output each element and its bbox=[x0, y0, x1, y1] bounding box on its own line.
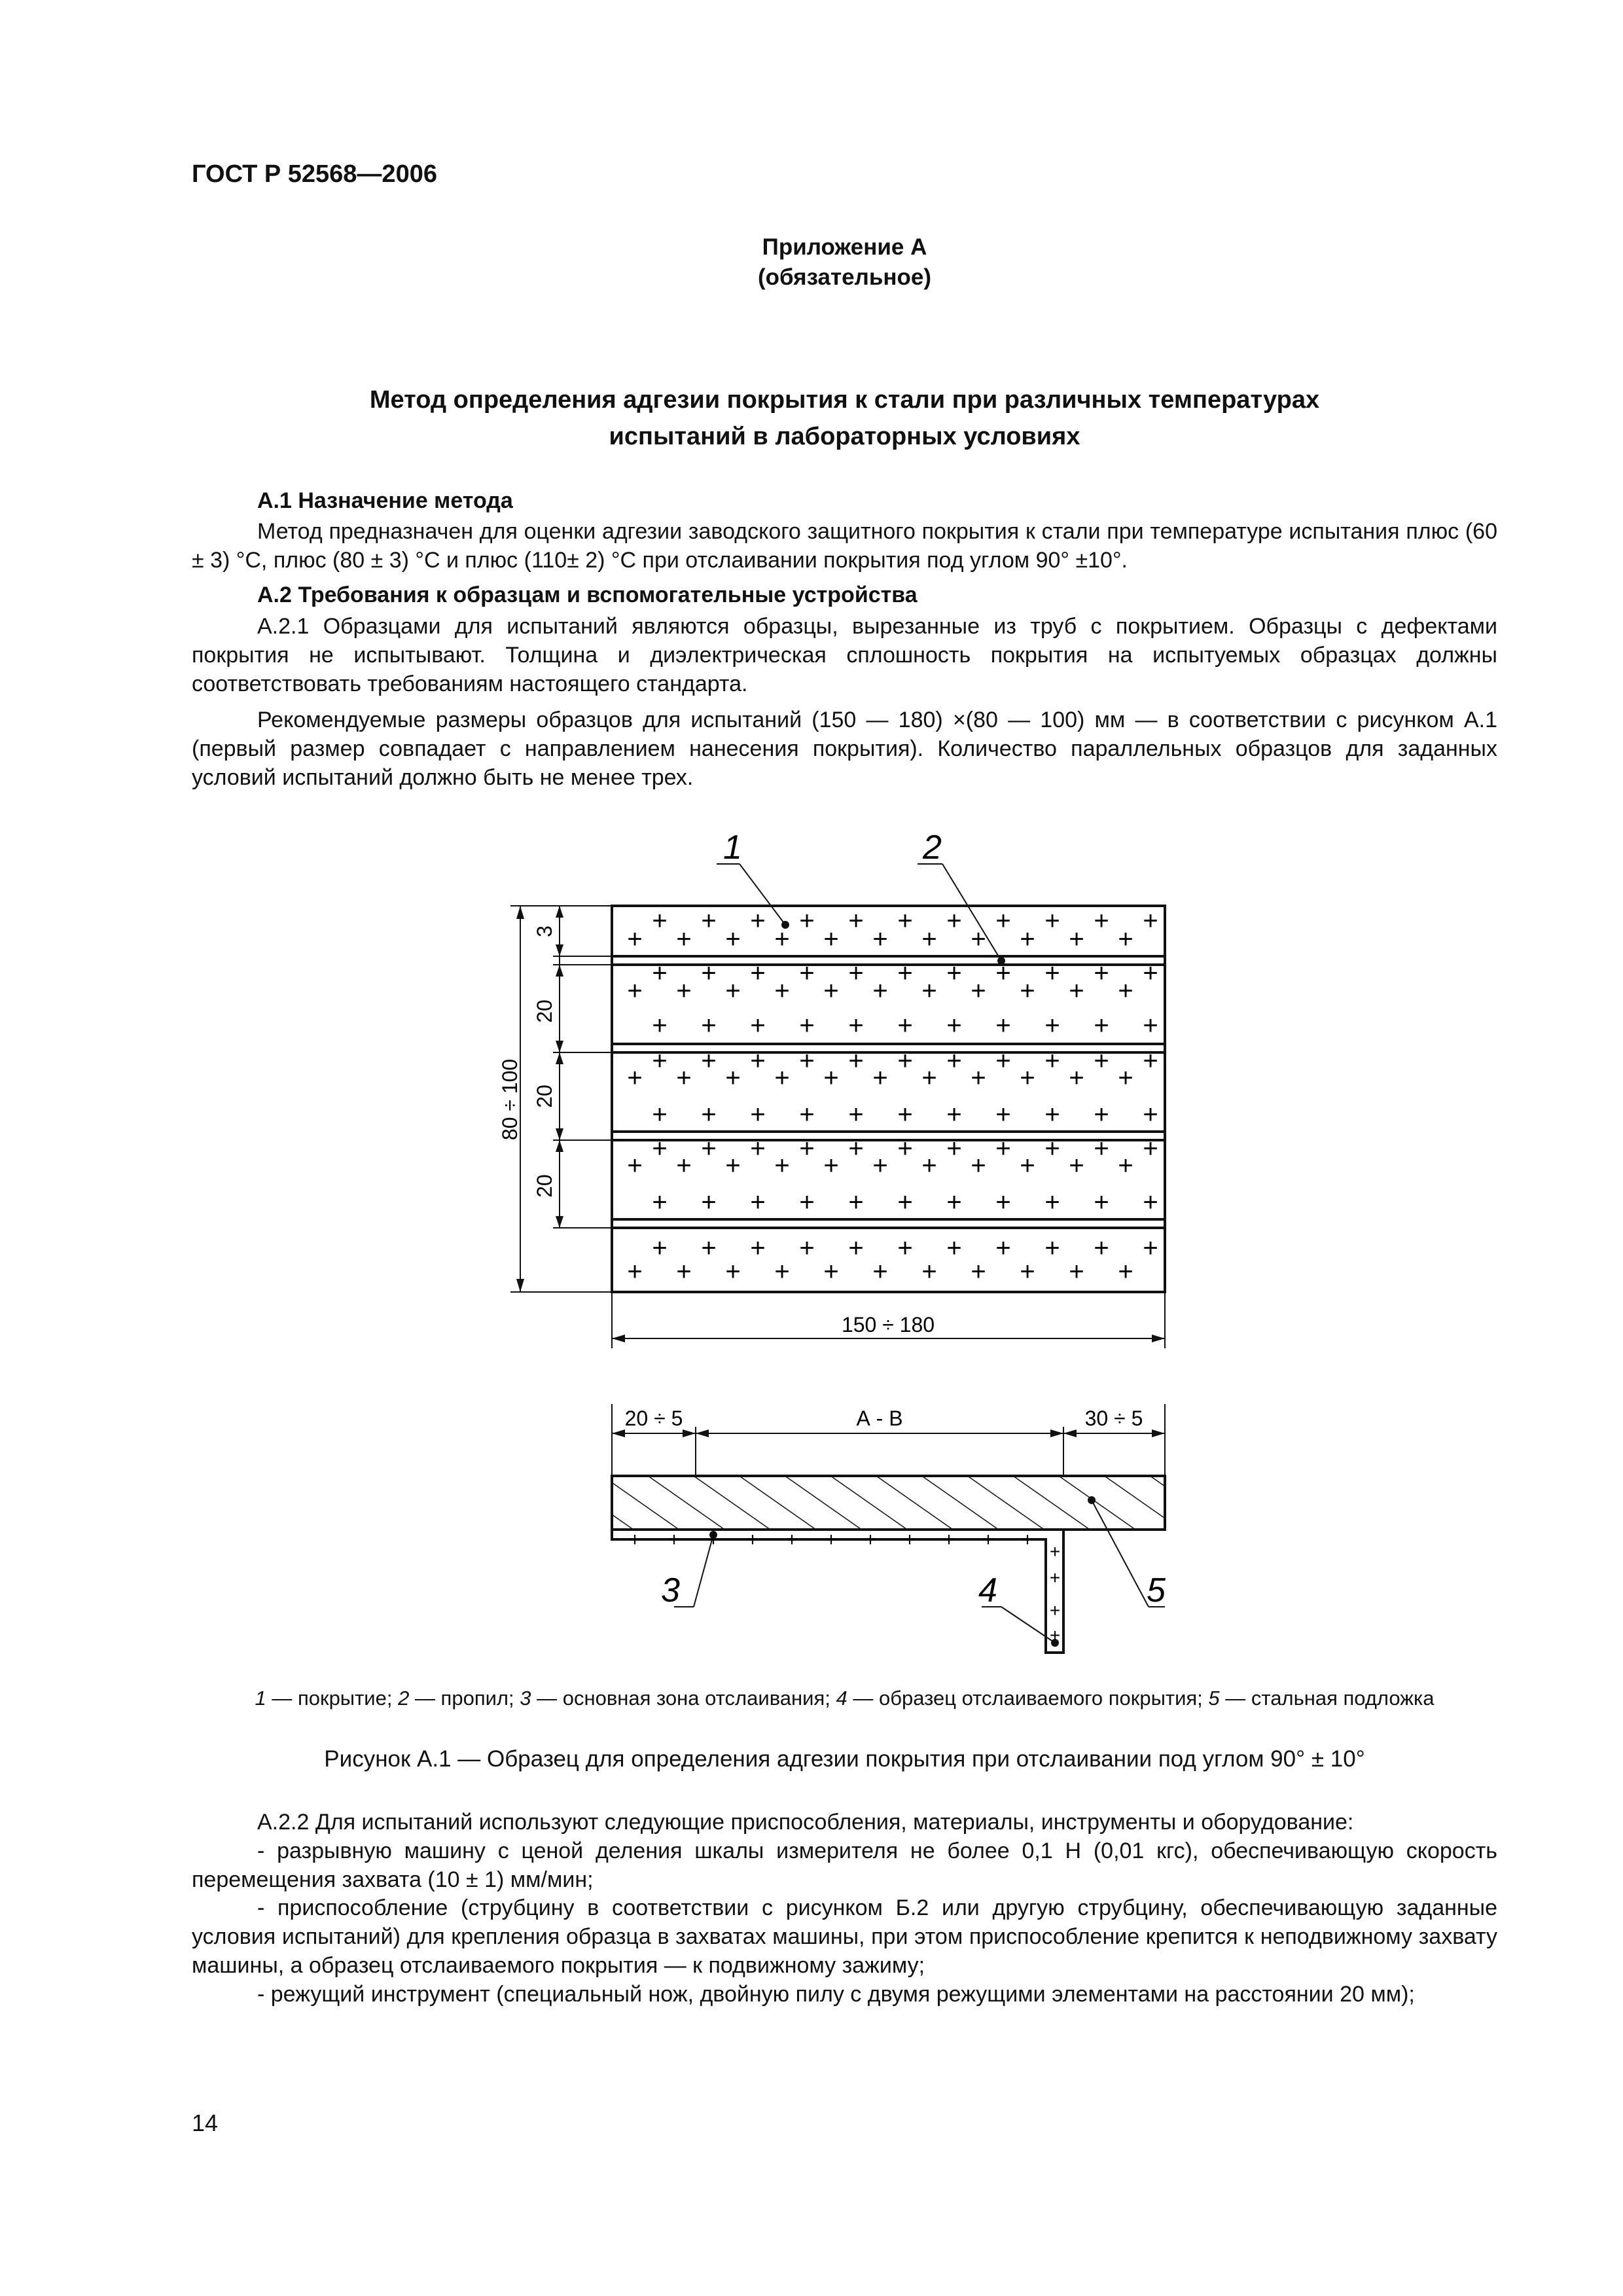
coating-plus-mark: + bbox=[971, 1257, 986, 1286]
section-a2-sizes-text: Рекомендуемые размеры образцов для испытаний (150 — 180) ×(80 — 100) мм — в соответствии с рисунком А.1 (первый размер совпадает с направлением нанесения покрытия). Количество параллельных образцов для заданных условий испытаний должно быть не менее трех. bbox=[192, 708, 1497, 790]
dim-right: 30 ÷ 5 bbox=[1084, 1407, 1143, 1430]
figure-legend bbox=[192, 1687, 1497, 1710]
coating-plus-mark: + bbox=[701, 1047, 717, 1075]
coating-plus-mark: + bbox=[1143, 1100, 1158, 1129]
coating-plus-mark: + bbox=[946, 1188, 962, 1217]
coating-plus-mark: + bbox=[848, 1011, 864, 1040]
coating-plus-mark: + bbox=[848, 1234, 864, 1263]
coating-plus-mark: + bbox=[1020, 977, 1035, 1005]
coating-plus-mark: + bbox=[995, 1011, 1011, 1040]
coating-plus-mark: + bbox=[701, 906, 717, 935]
coating-plus-mark: + bbox=[750, 1188, 766, 1217]
coating-plus-mark: + bbox=[701, 1234, 717, 1263]
coating-plus-mark: + bbox=[946, 1047, 962, 1075]
dim-width: 150 ÷ 180 bbox=[841, 1313, 935, 1336]
dim-3: 3 bbox=[533, 925, 556, 937]
coating-plus-mark: + bbox=[1143, 959, 1158, 988]
coating-plus-mark: + bbox=[725, 925, 741, 954]
coating-plus-mark: + bbox=[652, 959, 668, 988]
coating-plus-mark: + bbox=[1143, 1134, 1158, 1163]
callout-3: 3 bbox=[661, 1571, 680, 1609]
coating-plus-mark: + bbox=[652, 1011, 668, 1040]
legend-text: — основная зона отслаивания; bbox=[531, 1687, 836, 1710]
document-header: ГОСТ Р 52568—2006 bbox=[192, 160, 437, 188]
coating-plus-mark: + bbox=[652, 1100, 668, 1129]
figure-a1 bbox=[0, 818, 1623, 1669]
coating-plus-mark: + bbox=[848, 1047, 864, 1075]
legend-num: 4 bbox=[836, 1687, 847, 1710]
coating-plus-mark: + bbox=[897, 906, 913, 935]
coating-plus-mark: + bbox=[1118, 1151, 1133, 1180]
coating-plus-mark: + bbox=[897, 1011, 913, 1040]
title-line-2: испытаний в лабораторных условиях bbox=[609, 423, 1080, 450]
coating-plus-mark: + bbox=[799, 959, 815, 988]
coating-plus-mark: + bbox=[750, 959, 766, 988]
coating-plus-mark: + bbox=[946, 1011, 962, 1040]
coating-plus-mark: + bbox=[676, 977, 692, 1005]
callout-5: 5 bbox=[1147, 1571, 1166, 1609]
legend-num: 2 bbox=[398, 1687, 410, 1710]
coating-plus-mark: + bbox=[897, 1234, 913, 1263]
coating-plus-mark: + bbox=[1143, 906, 1158, 935]
coating-plus-mark: + bbox=[823, 1064, 839, 1092]
coating-plus-mark: + bbox=[1020, 1064, 1035, 1092]
section-a2-heading: А.2 Требования к образцам и вспомогательные устройства bbox=[257, 583, 918, 607]
coating-plus-mark: + bbox=[995, 1134, 1011, 1163]
coating-plus-mark: + bbox=[701, 1134, 717, 1163]
coating-plus-mark: + bbox=[1069, 1151, 1084, 1180]
callout-2: 2 bbox=[923, 829, 942, 867]
coating-plus-mark: + bbox=[1094, 959, 1109, 988]
coating-plus-mark: + bbox=[943, 1529, 955, 1551]
legend-text: — стальная подложка bbox=[1219, 1687, 1435, 1710]
coating-plus-mark: + bbox=[799, 1234, 815, 1263]
coating-plus-mark: + bbox=[750, 1100, 766, 1129]
coating-plus-mark: + bbox=[1044, 906, 1060, 935]
legend-text: — пропил; bbox=[409, 1687, 520, 1710]
coating-plus-mark: + bbox=[946, 906, 962, 935]
coating-plus-mark: + bbox=[1044, 1234, 1060, 1263]
coating-plus-mark: + bbox=[872, 977, 888, 1005]
appendix-title bbox=[192, 382, 1497, 455]
steel-substrate-section bbox=[612, 1476, 1165, 1530]
coating-plus-mark: + bbox=[1094, 1047, 1109, 1075]
coating-plus-mark: + bbox=[652, 1047, 668, 1075]
coating-plus-mark: + bbox=[774, 1257, 790, 1286]
coating-plus-mark: + bbox=[825, 1529, 837, 1551]
coating-plus-mark: + bbox=[1143, 1234, 1158, 1263]
coating-plus-mark: + bbox=[946, 1134, 962, 1163]
coating-plus-mark: + bbox=[971, 977, 986, 1005]
coating-plus-mark: + bbox=[652, 1234, 668, 1263]
coating-plus-mark: + bbox=[848, 1134, 864, 1163]
coating-plus-mark: + bbox=[725, 1257, 741, 1286]
coating-plus-mark: + bbox=[872, 1151, 888, 1180]
appendix-label: Приложение А bbox=[762, 234, 927, 260]
dim-peel-zone: А - В bbox=[856, 1407, 903, 1430]
coating-plus-mark: + bbox=[1020, 1151, 1035, 1180]
coating-plus-mark: + bbox=[676, 1064, 692, 1092]
coating-plus-mark: + bbox=[995, 1047, 1011, 1075]
coating-plus-mark: + bbox=[1069, 925, 1084, 954]
legend-num: 5 bbox=[1208, 1687, 1220, 1710]
coating-plus-mark: + bbox=[652, 906, 668, 935]
coating-plus-mark: + bbox=[904, 1529, 916, 1551]
coating-plus-mark: + bbox=[897, 959, 913, 988]
legend-num: 3 bbox=[520, 1687, 531, 1710]
coating-plus-mark: + bbox=[1118, 1064, 1133, 1092]
coating-plus-mark: + bbox=[872, 925, 888, 954]
coating-plus-mark: + bbox=[921, 1151, 937, 1180]
coating-plus-mark: + bbox=[1022, 1529, 1033, 1551]
page-number: 14 bbox=[192, 2109, 219, 2136]
coating-plus-mark: + bbox=[652, 1188, 668, 1217]
figure-caption: Рисунок А.1 — Образец для определения адгезии покрытия при отслаивании под углом 90° ± 10° bbox=[324, 1746, 1365, 1772]
coating-plus-mark: + bbox=[823, 925, 839, 954]
coating-plus-mark: + bbox=[848, 1188, 864, 1217]
coating-plus-mark: + bbox=[627, 977, 643, 1005]
coating-plus-mark: + bbox=[676, 925, 692, 954]
coating-plus-mark: + bbox=[848, 1100, 864, 1129]
coating-plus-mark: + bbox=[1094, 1011, 1109, 1040]
coating-plus-mark: + bbox=[1094, 1100, 1109, 1129]
coating-plus-mark: + bbox=[1094, 906, 1109, 935]
coating-plus-mark: + bbox=[921, 1257, 937, 1286]
coating-plus-mark: + bbox=[1044, 1100, 1060, 1129]
coating-plus-mark: + bbox=[676, 1257, 692, 1286]
coating-plus-mark: + bbox=[799, 1047, 815, 1075]
appendix-heading bbox=[192, 232, 1497, 293]
coating-plus-mark: + bbox=[1069, 1064, 1084, 1092]
coating-plus-mark: + bbox=[946, 959, 962, 988]
coating-plus-mark: + bbox=[774, 977, 790, 1005]
dim-left: 20 ÷ 5 bbox=[624, 1407, 683, 1430]
coating-plus-mark: + bbox=[701, 1188, 717, 1217]
appendix-status: (обязательное) bbox=[757, 264, 931, 290]
section-a21-text: А.2.1 Образцами для испытаний являются образцы, вырезанные из труб с покрытием. Образцы с дефектами покрытия не испытывают. Толщина и диэлектрическая сплошность покрытия на испытуемых образцах должны соответствовать требованиям настоящего стандарта. bbox=[192, 614, 1497, 696]
coating-plus-mark: + bbox=[921, 977, 937, 1005]
coating-plus-mark: + bbox=[774, 1151, 790, 1180]
legend-text: — покрытие; bbox=[266, 1687, 399, 1710]
coating-plus-mark: + bbox=[848, 959, 864, 988]
coating-plus-mark: + bbox=[872, 1257, 888, 1286]
coating-plus-mark: + bbox=[799, 906, 815, 935]
coating-plus-mark: + bbox=[971, 1151, 986, 1180]
dim-20: 20 bbox=[533, 1174, 556, 1198]
coating-plus-mark: + bbox=[786, 1529, 798, 1551]
coating-plus-mark: + bbox=[1049, 1625, 1061, 1645]
coating-plus-mark: + bbox=[627, 1064, 643, 1092]
equipment-item: - разрывную машину с ценой деления шкалы измерителя не более 0,1 Н (0,01 кгс), обеспечивающую скорость перемещения захвата (10 ± 1) мм/мин; bbox=[192, 1839, 1497, 1892]
coating-plus-mark: + bbox=[1094, 1234, 1109, 1263]
callout-1: 1 bbox=[723, 829, 742, 867]
coating-plus-mark: + bbox=[701, 1011, 717, 1040]
coating-plus-mark: + bbox=[1020, 1257, 1035, 1286]
equipment-item: - режущий инструмент (специальный нож, двойную пилу с двумя режущими элементами на расстоянии 20 мм); bbox=[257, 1982, 1415, 2007]
coating-plus-mark: + bbox=[707, 1529, 719, 1551]
coating-plus-mark: + bbox=[1044, 1011, 1060, 1040]
coating-plus-mark: + bbox=[865, 1529, 876, 1551]
dim-height: 80 ÷ 100 bbox=[498, 1058, 522, 1141]
coating-plus-mark: + bbox=[799, 1134, 815, 1163]
dim-20: 20 bbox=[533, 1085, 556, 1108]
coating-plus-mark: + bbox=[1020, 925, 1035, 954]
equipment-item: - приспособление (струбцину в соответствии с рисунком Б.2 или другую струбцину, обеспечивающую заданные условия испытаний) для крепления образца в захватах машины, при этом приспособление крепится к неподвижному захвату машины, а образец отслаиваемого покрытия — к подвижному зажиму; bbox=[192, 1895, 1497, 1978]
coating-plus-mark: + bbox=[750, 1134, 766, 1163]
coating-plus-mark: + bbox=[774, 1064, 790, 1092]
coating-plus-mark: + bbox=[676, 1151, 692, 1180]
coating-plus-mark: + bbox=[1118, 977, 1133, 1005]
section-a1-text: Метод предназначен для оценки адгезии заводского защитного покрытия к стали при температуре испытания плюс (60 ± 3) °С, плюс (80 ± 3) °С и плюс (110± 2) °С при отслаивании покрытия под углом 90° ±10°. bbox=[192, 519, 1497, 573]
coating-plus-mark: + bbox=[725, 1064, 741, 1092]
coating-plus-mark: + bbox=[750, 906, 766, 935]
section-a22-intro: А.2.2 Для испытаний используют следующие приспособления, материалы, инструменты и оборудование: bbox=[257, 1810, 1354, 1835]
coating-plus-mark: + bbox=[799, 1011, 815, 1040]
coating-plus-mark: + bbox=[995, 1234, 1011, 1263]
coating-plus-mark: + bbox=[1049, 1600, 1061, 1621]
section-a1-heading: А.1 Назначение метода bbox=[257, 488, 513, 513]
coating-plus-mark: + bbox=[995, 906, 1011, 935]
coating-plus-mark: + bbox=[747, 1529, 758, 1551]
coating-plus-mark: + bbox=[1044, 959, 1060, 988]
coating-plus-mark: + bbox=[725, 1151, 741, 1180]
coating-plus-mark: + bbox=[627, 1257, 643, 1286]
coating-plus-mark: + bbox=[848, 906, 864, 935]
coating-plus-mark: + bbox=[799, 1100, 815, 1129]
coating-plus-mark: + bbox=[921, 1064, 937, 1092]
callout-4: 4 bbox=[978, 1571, 997, 1609]
coating-plus-mark: + bbox=[971, 1064, 986, 1092]
coating-plus-mark: + bbox=[1044, 1047, 1060, 1075]
coating-plus-mark: + bbox=[774, 925, 790, 954]
coating-plus-mark: + bbox=[629, 1529, 641, 1551]
coating-plus-mark: + bbox=[1044, 1134, 1060, 1163]
coating-plus-mark: + bbox=[897, 1047, 913, 1075]
coating-plus-mark: + bbox=[701, 959, 717, 988]
coating-plus-mark: + bbox=[823, 977, 839, 1005]
coating-plus-mark: + bbox=[627, 1151, 643, 1180]
coating-plus-mark: + bbox=[946, 1100, 962, 1129]
coating-plus-mark: + bbox=[995, 959, 1011, 988]
coating-plus-mark: + bbox=[1143, 1188, 1158, 1217]
title-line-1: Метод определения адгезии покрытия к стали при различных температурах bbox=[369, 386, 1320, 414]
coating-plus-mark: + bbox=[897, 1134, 913, 1163]
coating-plus-mark: + bbox=[1118, 925, 1133, 954]
coating-plus-mark: + bbox=[823, 1257, 839, 1286]
dim-20: 20 bbox=[533, 999, 556, 1023]
coating-plus-mark: + bbox=[897, 1188, 913, 1217]
legend-num: 1 bbox=[255, 1687, 266, 1710]
coating-plus-mark: + bbox=[750, 1234, 766, 1263]
coating-plus-mark: + bbox=[1143, 1011, 1158, 1040]
coating-plus-mark: + bbox=[823, 1151, 839, 1180]
coating-plus-mark: + bbox=[1094, 1188, 1109, 1217]
coating-plus-mark: + bbox=[872, 1064, 888, 1092]
coating-plus-mark: + bbox=[995, 1188, 1011, 1217]
legend-text: — образец отслаиваемого покрытия; bbox=[847, 1687, 1209, 1710]
coating-plus-mark: + bbox=[799, 1188, 815, 1217]
coating-plus-mark: + bbox=[701, 1100, 717, 1129]
coating-plus-mark: + bbox=[1069, 1257, 1084, 1286]
coating-plus-mark: + bbox=[946, 1234, 962, 1263]
coating-plus-mark: + bbox=[897, 1100, 913, 1129]
coating-plus-mark: + bbox=[1069, 977, 1084, 1005]
coating-plus-mark: + bbox=[995, 1100, 1011, 1129]
coating-plus-mark: + bbox=[921, 925, 937, 954]
coating-plus-mark: + bbox=[971, 925, 986, 954]
coating-plus-mark: + bbox=[1049, 1541, 1061, 1562]
coating-plus-mark: + bbox=[982, 1529, 994, 1551]
coating-plus-mark: + bbox=[1143, 1047, 1158, 1075]
coating-plus-mark: + bbox=[1049, 1568, 1061, 1588]
coating-plus-mark: + bbox=[1044, 1188, 1060, 1217]
coating-plus-mark: + bbox=[668, 1529, 680, 1551]
coating-plus-mark: + bbox=[1094, 1134, 1109, 1163]
coating-plus-mark: + bbox=[1118, 1257, 1133, 1286]
coating-plus-mark: + bbox=[750, 1047, 766, 1075]
coating-plus-mark: + bbox=[725, 977, 741, 1005]
coating-plus-mark: + bbox=[750, 1011, 766, 1040]
coating-plus-mark: + bbox=[627, 925, 643, 954]
coating-plus-mark: + bbox=[652, 1134, 668, 1163]
